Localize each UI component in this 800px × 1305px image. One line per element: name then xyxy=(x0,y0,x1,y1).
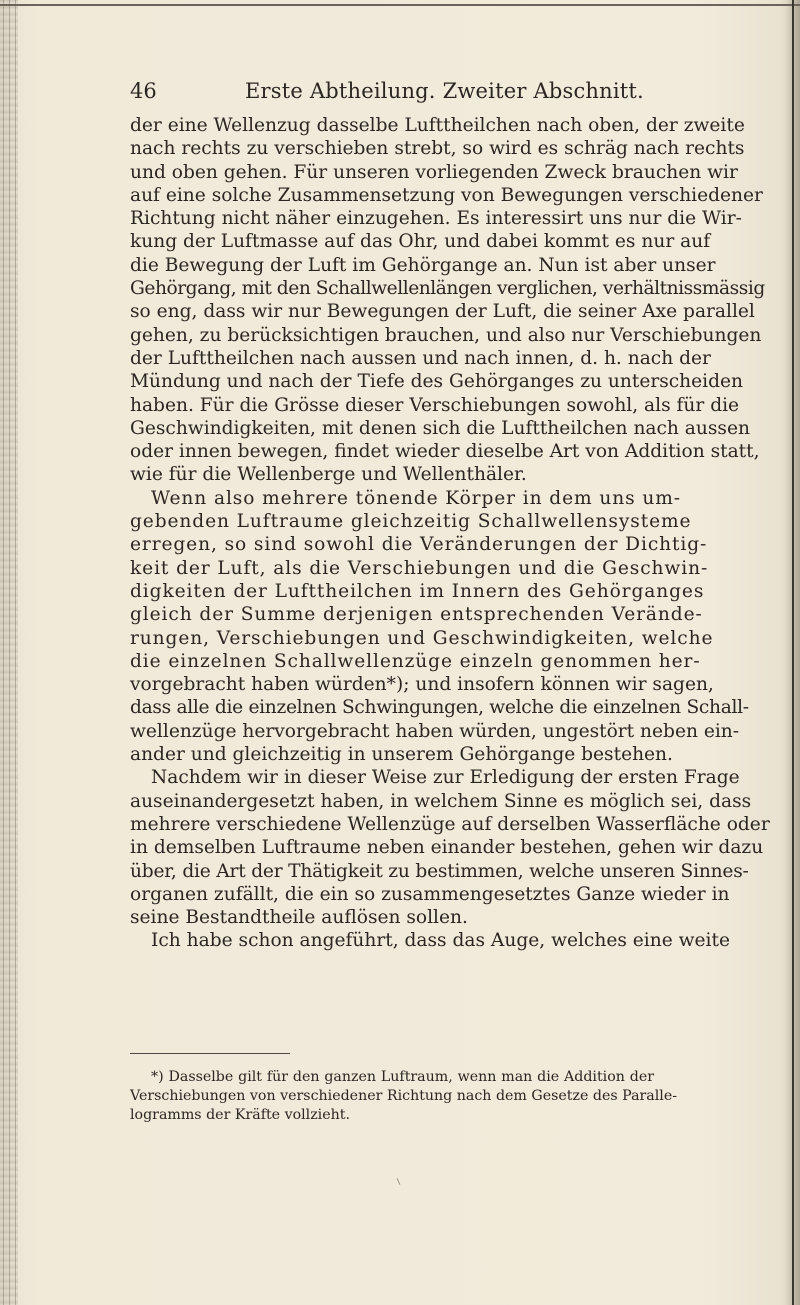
text-line: über, die Art der Thätigkeit zu bestimmen, welche unseren Sinnes- xyxy=(130,860,749,882)
text-line: wie für die Wellenberge und Wellenthäler. xyxy=(130,464,527,486)
text-line: gleich der Summe derjenigen entsprechenden Verände- xyxy=(130,604,703,626)
text-line: Mündung und nach der Tiefe des Gehörganges zu unterscheiden xyxy=(130,371,743,393)
left-edge-line xyxy=(9,0,10,1305)
text-line: erregen, so sind sowohl die Veränderungen der Dichtig- xyxy=(130,534,708,556)
right-edge-line xyxy=(792,0,794,1305)
print-mark xyxy=(397,1178,401,1185)
footnote-line: Verschiebungen von verschiedener Richtung nach dem Gesetze des Paralle- xyxy=(130,1088,678,1104)
footnote xyxy=(130,1068,678,1125)
text-line: rungen, Verschiebungen und Geschwindigkeiten, welche xyxy=(130,627,714,649)
text-line: so eng, dass wir nur Bewegungen der Luft, die seiner Axe parallel xyxy=(130,301,755,323)
text-line: auseinandergesetzt haben, in welchem Sinne es möglich sei, dass xyxy=(130,790,752,812)
text-line: und oben gehen. Für unseren vorliegenden Zweck brauchen wir xyxy=(130,161,738,183)
text-line: oder innen bewegen, findet wieder dieselbe Art von Addition statt, xyxy=(130,441,760,463)
text-line: Gehörgang, mit den Schallwellenlängen verglichen, verhältnissmässig xyxy=(130,278,765,300)
text-line: mehrere verschiedene Wellenzüge auf derselben Wasserfläche oder xyxy=(130,813,770,835)
text-line: gebenden Luftraume gleichzeitig Schallwellensysteme xyxy=(130,511,692,533)
text-line: dass alle die einzelnen Schwingungen, welche die einzelnen Schall- xyxy=(130,697,749,719)
text-line: vorgebracht haben würden*); und insofern können wir sagen, xyxy=(130,674,714,696)
text-line: Nachdem wir in dieser Weise zur Erledigung der ersten Frage xyxy=(151,767,740,789)
running-title: Erste Abtheilung. Zweiter Abschnitt. xyxy=(245,79,644,103)
top-edge-rule xyxy=(0,4,800,6)
text-line: nach rechts zu verschieben strebt, so wird es schräg nach rechts xyxy=(130,138,745,160)
text-line: seine Bestandtheile auflösen sollen. xyxy=(130,907,468,929)
text-line: der eine Wellenzug dasselbe Lufttheilchen nach oben, der zweite xyxy=(130,115,745,136)
text-line: kung der Luftmasse auf das Ohr, und dabei kommt es nur auf xyxy=(130,231,711,253)
text-line: der Lufttheilchen nach aussen und nach innen, d. h. nach der xyxy=(130,347,711,369)
text-line: digkeiten der Lufttheilchen im Innern des Gehörganges xyxy=(130,580,705,602)
text-line: die Bewegung der Luft im Gehörgange an. Nun ist aber unser xyxy=(130,254,716,276)
text-line: die einzelnen Schallwellenzüge einzeln genommen her- xyxy=(130,650,701,672)
running-header xyxy=(130,79,654,113)
left-edge-line xyxy=(3,0,4,1305)
footnote-line: *) Dasselbe gilt für den ganzen Luftraum, wenn man die Addition der xyxy=(151,1069,654,1085)
text-line: Ich habe schon angeführt, dass das Auge, welches eine weite xyxy=(151,930,730,952)
text-line: gehen, zu berücksichtigen brauchen, und also nur Verschiebungen xyxy=(130,324,762,346)
text-line: keit der Luft, als die Verschiebungen und die Geschwin- xyxy=(130,557,709,579)
text-line: in demselben Luftraume neben einander bestehen, gehen wir dazu xyxy=(130,837,764,859)
text-line: Wenn also mehrere tönende Körper in dem uns um- xyxy=(151,487,681,509)
text-line: ander und gleichzeitig in unserem Gehörgange bestehen. xyxy=(130,744,673,766)
text-line: Geschwindigkeiten, mit denen sich die Lufttheilchen nach aussen xyxy=(130,417,750,439)
left-edge-line xyxy=(15,0,16,1305)
text-line: Richtung nicht näher einzugehen. Es interessirt uns nur die Wir- xyxy=(130,208,742,230)
page-number: 46 xyxy=(130,79,157,103)
text-line: haben. Für die Grösse dieser Verschiebungen sowohl, als für die xyxy=(130,394,740,416)
text-line: organen zufällt, die ein so zusammengesetztes Ganze wieder in xyxy=(130,883,730,905)
text-line: wellenzüge hervorgebracht haben würden, ungestört neben ein- xyxy=(130,720,740,742)
text-line: auf eine solche Zusammensetzung von Bewegungen verschiedener xyxy=(130,184,763,206)
body-text xyxy=(130,114,770,953)
footnote-rule xyxy=(130,1053,290,1054)
footnote-line: logramms der Kräfte vollzieht. xyxy=(130,1107,350,1123)
